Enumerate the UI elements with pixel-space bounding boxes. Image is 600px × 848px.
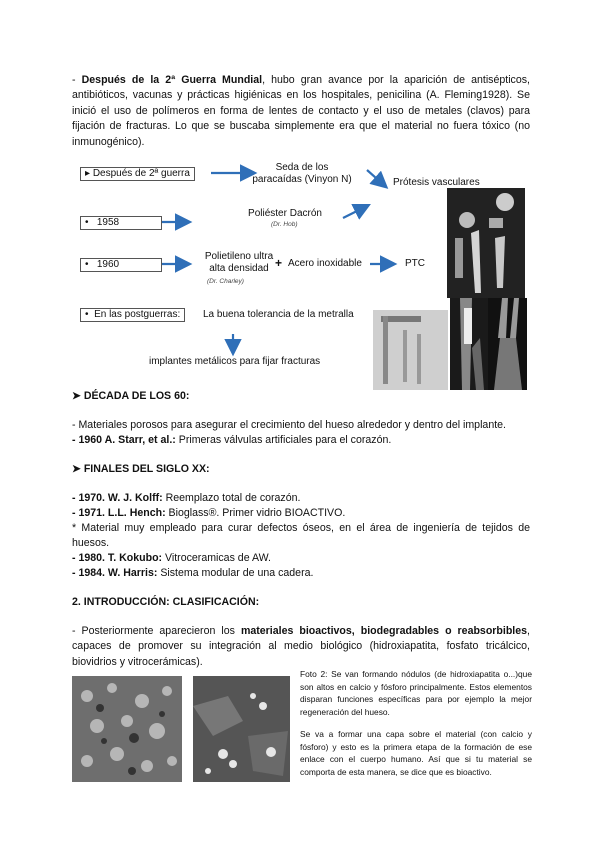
heading-siglo-xx: ➤ FINALES DEL SIGLO XX: <box>72 463 210 475</box>
s2-item2: - 1971. L.L. Hench: Bioglass®. Primer vidrio BIOACTIVO. <box>72 507 346 519</box>
intro-paragraph: - Después de la 2ª Guerra Mundial, hubo gran avance por la aparición de antisépticos, antibióticos, vacunas y prácticas higiénicas en los hospitales, penicilina (A. Fleming1928). Se inició el uso de polímeros en forma de lentes de contacto y el uso de metales (clavos) para fijación de fracturas. Lo que se buscaba simplemente era que el material no fuera tóxico (no inmunogénico). <box>72 74 530 148</box>
heading-introduccion: 2. INTRODUCCIÓN: CLASIFICACIÓN: <box>72 596 260 608</box>
heading-decada-60: ➤ DÉCADA DE LOS 60: <box>72 390 190 402</box>
microscope-photo-1 <box>72 676 182 782</box>
arrow-2 <box>367 170 385 186</box>
implantes-label: implantes metálicos para fijar fracturas <box>149 356 321 367</box>
intro-bold: Después de la 2ª Guerra Mundial <box>81 74 263 86</box>
s1-line2: - 1960 A. Starr, et al.: Primeras válvulas artificiales para el corazón. <box>72 434 392 446</box>
tolerancia-label: La buena tolerancia de la metralla <box>203 309 354 320</box>
xray-photo-1 <box>450 298 488 390</box>
s1-line1: - Materiales porosos para asegurar el crecimiento del hueso alrededor y dentro del implante. <box>72 419 506 431</box>
arrow-4 <box>343 206 367 218</box>
ptc-label: PTC <box>405 258 425 269</box>
prosthesis-photo <box>447 188 525 298</box>
fixation-illustration <box>373 310 448 390</box>
caption-foto2: Foto 2: Se van formando nódulos (de hidroxiapatita o...)que son altos en calcio y fósforo principalmente. Estos elementos disparan funciones específicas para por ejemplo la mejor regeneración del hueso. <box>300 669 532 717</box>
s2-item3: * Material muy empleado para curar defectos óseos, en el área de ingeniería de tejidos de huesos. <box>72 522 530 550</box>
fixation-photo <box>373 310 448 390</box>
caption-bioactivo: Se va a formar una capa sobre el material (con calcio y fósforo) y esto es la primera etapa de la formación de ese enlace con el cuerpo humano. Así que si tu material se comporta de esta manera, se dice que es bioactivo. <box>300 729 532 777</box>
prosthesis-illustration <box>447 188 525 298</box>
seda-label: Seda de los paracaídas (Vinyon N) <box>252 162 352 185</box>
acero-label: Acero inoxidable <box>288 258 362 269</box>
porous-texture <box>72 676 182 782</box>
s2-item5: - 1984. W. Harris: Sistema modular de una cadera. <box>72 567 314 579</box>
xray-photo-2 <box>488 298 527 390</box>
nodule-texture <box>193 676 290 782</box>
xray-illustration-2 <box>488 298 527 390</box>
plus-sign: + <box>275 256 283 270</box>
box-postguerras: • En las postguerras: <box>80 308 185 322</box>
poliester-label: Poliéster Dacrón <box>248 208 322 219</box>
box-1958: • 1958 <box>80 216 162 230</box>
polietileno-label: Polietileno ultra alta densidad <box>204 251 274 274</box>
box-post-war: ▸ Después de 2ª guerra <box>80 167 195 181</box>
protesis-label: Prótesis vasculares <box>393 177 480 188</box>
xray-illustration-1 <box>450 298 488 390</box>
box-1960: • 1960 <box>80 258 162 272</box>
polietileno-note: (Dr. Charley) <box>207 278 244 285</box>
poliester-note: (Dr. Hob) <box>271 221 298 228</box>
s2-item1: - 1970. W. J. Kolff: Reemplazo total de corazón. <box>72 492 301 504</box>
s3-paragraph: - Posteriormente aparecieron los materiales bioactivos, biodegradables o reabsorbibles, capaces de promover su integración al medio biológico (hidroxiapatita, fosfato tricálcico, biovidrios y vitrocerámicas). <box>72 625 530 668</box>
microscope-photo-2 <box>193 676 290 782</box>
history-diagram <box>75 158 527 390</box>
s2-item4: - 1980. T. Kokubo: Vitroceramicas de AW. <box>72 552 271 564</box>
